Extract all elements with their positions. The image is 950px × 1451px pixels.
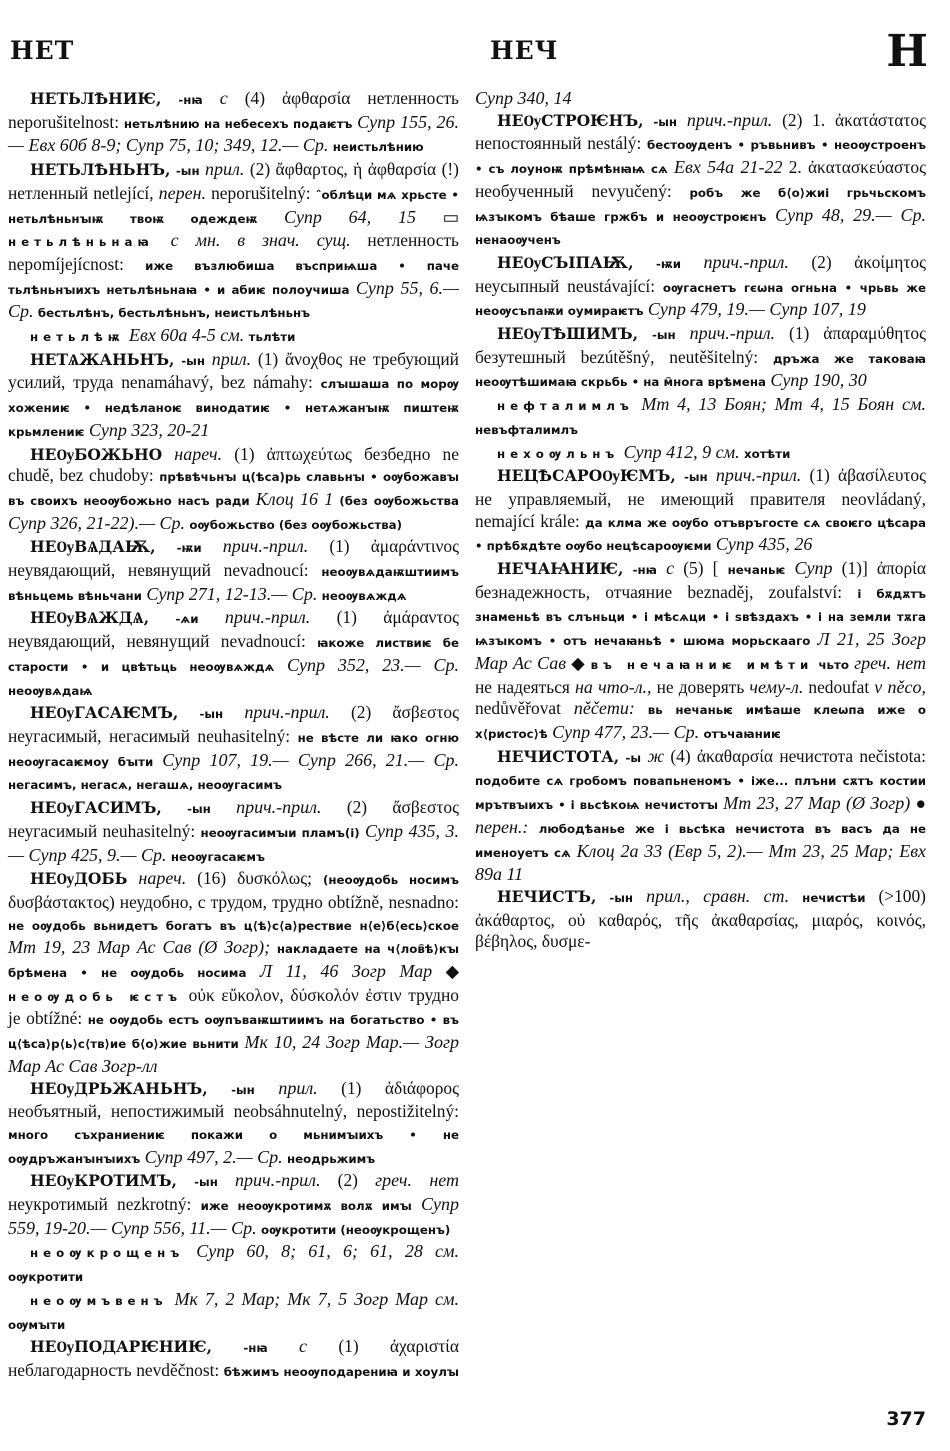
headword: НЕѸДРЬЖАНЬНЪ, [30, 1078, 208, 1098]
citation-text: да клма же оѹбо отъвръгосте сѧ своѥго цѣсара • прѣбѫдѣте оѹбо нецѣсароѹѥми [475, 515, 926, 554]
dictionary-entry [8, 1078, 459, 1171]
reference-text: Супр 55, 6.— Ср. [8, 277, 459, 322]
subentry-word: неоѹдобь ѥстъ [8, 989, 182, 1004]
definition-text: (2) ἄσβεστος неугасимый neuhasitelný: [8, 797, 459, 841]
definition-text: ▭ [442, 206, 459, 227]
definition-text: (4) ἀκαθαρσία нечистота nečistota: [670, 745, 926, 766]
definition-text: (1) ἀπαραμύθητος безутешный bezútěšný, neutěšitelný: [475, 323, 926, 367]
dictionary-entry [475, 886, 926, 953]
citation-text: бестоѹденъ • ръвьнивъ • неоѹстроенъ • съ лоуноѭ прѣмѣнꙗѩ сѧ [475, 138, 926, 177]
citation-text: -нꙗ [632, 563, 657, 578]
definition-text: (1) ἀδιάφορος необъятный, непостижимый neobsáhnutelný, nepostižitelný: [8, 1077, 459, 1122]
reference-text: на что-л., [574, 676, 652, 697]
citation-text: отъчаꙗниѥ [703, 726, 781, 741]
dictionary-entry [475, 323, 926, 394]
dictionary-entry [8, 325, 459, 349]
dictionary-entry [8, 797, 459, 868]
reference-text: Супр 64, 15 [283, 206, 416, 227]
reference-text: ж [647, 745, 665, 766]
dictionary-entry [475, 558, 926, 746]
dictionary-entry [475, 442, 926, 466]
running-head-left: НЕТ [10, 36, 75, 65]
reference-text: с [666, 558, 675, 579]
headword: НЕТЬЛѢНЬНЪ, [30, 160, 171, 180]
definition-text: neporušitelný: [211, 182, 311, 203]
dictionary-entry [475, 394, 926, 441]
subentry-word: нехоѹльнъ [497, 446, 620, 461]
subentry-word: нетьлѣньнаꙗ [8, 235, 154, 250]
reference-text: Супр 326, 21-22).— Ср. [8, 512, 185, 533]
reference-text: Мк 7, 2 Мар; Мк 7, 5 Зогр Мар см. [174, 1288, 459, 1309]
definition-text: не надеяться [475, 676, 570, 697]
citation-text: -ын [609, 890, 634, 905]
headword: НЕѸСЪІПАѬ, [497, 252, 634, 272]
citation-text: -ын [181, 353, 205, 368]
definition-text: (2) ἄφθαρτος, ἡ ἀφθαρσία (!) нетленный netlející, [8, 159, 459, 203]
citation-text: оѹкротити (неоѹкрощенъ) [261, 1222, 451, 1237]
citation-text: иже неоѹкротимѫ волѫ имꙑ [200, 1199, 412, 1214]
definition-text: (1) ἀβασίλευτος не управляемый, не имеющий правителя neovládaný, nemající krále: [475, 465, 926, 531]
citation-text: неодрьжимъ [286, 1151, 376, 1166]
reference-text: нареч. [138, 868, 187, 889]
dictionary-columns [8, 88, 926, 1400]
headword: НЕЧИСТОТА, [497, 746, 620, 766]
dictionary-entry [8, 1289, 459, 1336]
reference-text: Евх 60а 4-5 см. [129, 325, 245, 346]
reference-text: Мт 4, 13 Боян; Мт 4, 15 Боян см. [641, 394, 926, 415]
citation-text: неоѹвѧждѧ [321, 588, 407, 603]
reference-text: Супр 340, 14 [475, 88, 572, 108]
citation-text: не вѣсте ли ꙗко огню неоѹгасаѥмоу бꙑти [8, 730, 459, 769]
definition-text: ◆ [445, 961, 459, 982]
subentry-word: неоѹкрощенъ [30, 1246, 185, 1261]
section-letter: Н [886, 26, 928, 77]
reference-text: něčemu: [573, 698, 635, 719]
subentry-word: въ нечаꙗниѥ имѣти [590, 657, 814, 672]
definition-text: (2) [337, 1170, 358, 1191]
definition-text: (2) ἀκοίμητος неусыпный neustávající: [475, 251, 926, 296]
citation-text: прѣвѣчьнꙑ ц(ѣса)рь славьнꙑ • оѹбожавꙑ въ своихъ неоѹбожьно насъ ради [8, 470, 459, 508]
dictionary-entry [8, 1170, 459, 1241]
citation-text: неоѹвѧдаѭштиимъ вѣньцемь вѣньчани [8, 565, 459, 603]
reference-text: чему-л. [749, 676, 804, 697]
reference-text: Клоц 2а 33 (Евр 5, 2).— Мт 23, 25 Мар; Евх 89а 11 [475, 840, 926, 885]
citation-text: чьто [818, 657, 849, 672]
citation-text: не оѹдобь вьнидетъ богатъ въ ц⟨ѣ⟩с⟨а⟩рествие н⟨е⟩б⟨есь⟩ское [8, 918, 459, 933]
citation-text: накладаете на ч⟨лов҄ѣ⟩кꙑ брѣмена • не оѹдобь носима [8, 942, 459, 981]
headword: НЕЧАꙖНИѤ, [497, 559, 624, 579]
reference-text: прил. [205, 159, 245, 180]
page-number: 377 [886, 1408, 926, 1430]
dictionary-entry [8, 444, 459, 537]
running-head-center: НЕЧ [490, 36, 559, 65]
reference-text: с [219, 88, 228, 108]
reference-text: прич.-прил. [703, 251, 789, 272]
citation-text: (неоѹдобь носимъ [322, 873, 459, 888]
citation-text: неоѹгасимꙑи пламъ(і) [200, 825, 360, 840]
headword: НЕѸВѦЖДѦ, [30, 608, 150, 628]
dictionary-entry [8, 349, 459, 444]
reference-text: греч. нет [375, 1170, 460, 1191]
reference-text: Клоц 16 1 [255, 488, 334, 509]
definition-text: δυσβάστακτος) неудобно, с трудом, трудно obtížně, nesnadno: [8, 891, 459, 912]
definition-text: (2) 1. ἀκατάστατος непостоянный nestálý: [475, 109, 926, 154]
citation-text: неоѹгасаѥмъ [170, 849, 265, 864]
reference-text: Супр 155, 26.— Евх 60б 8-9; Супр 75, 10; 349, 12.— Ср. [8, 111, 459, 156]
subentry-word: нетьлѣѭ [30, 330, 125, 345]
reference-text: Супр 435, 3.— Супр 425, 9.— Ср. [8, 820, 459, 865]
citation-text: иже възлюбиша въсприѩша • паче тьлѣньнꙑихъ нетьлѣньнаꙗ • и абиѥ полоучиша [8, 258, 459, 297]
reference-text: Супр 60, 8; 61, 6; 61, 28 см. [196, 1241, 459, 1262]
definition-text: οὐκ εὔκολον, δύσκολόν ἐστιν трудно je obtížné: [8, 984, 459, 1029]
reference-text: прил., сравн. ст. [646, 885, 790, 906]
reference-text: Супр 497, 2.— Ср. [144, 1146, 283, 1167]
citation-text: -ын [653, 114, 678, 129]
definition-text: ● [915, 793, 927, 814]
dictionary-entry [8, 159, 459, 325]
headword: НЕѸГАСИМЪ, [30, 798, 162, 818]
definition-text: нетленность nepomíjejícnost: [8, 230, 459, 274]
citation-text: -ын [199, 707, 224, 722]
headword: НЕѸВѦДАѬ, [30, 537, 156, 557]
reference-text: Супр 271, 12-13.— Ср. [146, 583, 318, 604]
headword: НЕЧИСТЪ, [497, 886, 597, 906]
definition-text: не доверять [656, 676, 745, 697]
citation-text: нечаньѥ [727, 563, 786, 578]
reference-text: Супр 435, 26 [715, 534, 813, 555]
citation-text: неистьлѣнию [332, 140, 424, 155]
headword: НЕТЬЛѢНИѤ, [30, 89, 162, 108]
dictionary-entry [8, 868, 459, 1077]
reference-text: Мт 23, 27 Мар (Ø Зогр) [723, 793, 911, 814]
reference-text: с мн. в знач. сущ. [170, 230, 351, 251]
reference-text: Супр 190, 30 [770, 370, 867, 391]
citation-text: -ын [194, 1175, 218, 1190]
dictionary-entry [8, 607, 459, 702]
reference-text: прил. [211, 348, 252, 369]
definition-text: (2) ἄσβεστος неугасимый, негасимый neuhasitelný: [8, 702, 459, 746]
dictionary-entry [475, 110, 926, 252]
reference-text: с [299, 1336, 308, 1357]
reference-text: Супр 412, 9 см. [623, 441, 740, 462]
reference-text: греч. нет [854, 652, 926, 673]
subentry-word: нефталимлъ [497, 399, 634, 414]
citation-text: -ын [187, 802, 211, 817]
reference-text: Л 11, 46 Зогр Мар [259, 961, 433, 982]
citation-text: невъфталимлъ [475, 422, 579, 437]
headword: НЕѸКРОТИМЪ, [30, 1171, 177, 1191]
headword: НЕѸДОБЬ [30, 869, 128, 889]
citation-text: -нꙗ [243, 1341, 268, 1356]
citation-text: ненаоѹченъ [475, 233, 561, 248]
reference-text: прич.-прил. [689, 323, 776, 344]
definition-text: (1) ἀχαριστία неблагодарность nevděčnost: [8, 1336, 459, 1380]
definition-text: (1) ἄνοχθος не требующий усилий, труда nenamáhavý, bez námahy: [8, 348, 459, 393]
citation-text: неоѹвѧдаѩ [8, 683, 93, 698]
citation-text: -ѧи [175, 612, 199, 627]
citation-text: (без оѹбожьства [339, 493, 459, 508]
definition-text: (1) ἀπτωχεύτως безбедно ne chudě, bez chudoby: [8, 443, 459, 486]
reference-text: Супр 477, 23.— Ср. [552, 721, 700, 742]
reference-text: Супр 352, 23.— Ср. [287, 654, 459, 675]
citation-text: не оѹдобь естъ оѹпъваѭштиимъ на богатьство • въ ц⟨ѣса⟩р⟨ь⟩с⟨тв⟩ие б⟨о⟩жие вьнити [8, 1013, 459, 1052]
definition-text: неукротимый nezkrotný: [8, 1194, 192, 1215]
citation-text: -ы [625, 750, 642, 765]
citation-text: -ын [683, 470, 708, 485]
reference-text: v něco, [874, 676, 926, 697]
reference-text: Мк 10, 24 Зогр Мар.— Зогр Мар Ас Сав Зогр-лл [8, 1032, 459, 1076]
reference-text: Мт 19, 23 Мар Ас Сав (Ø Зогр); [8, 937, 271, 958]
citation-text: -ын [651, 328, 676, 343]
citation-text: оѹгаснетъ гєѡна огньна • чрьвь же неоѹсъпаѭи оумираѥтъ [475, 280, 926, 319]
definition-text: (4) ἀφθαρσία нетленность neporušitelnost: [8, 88, 459, 132]
citation-text: оѹмꙑти [8, 1317, 66, 1332]
citation-text: негасимъ, негасѧ, негашѧ, неоѹгасимъ [8, 778, 282, 793]
definition-text: (1) ἀμαράντινος неувядающий, невянущий nevadnoucí: [8, 536, 459, 581]
headword: НЕѸГАСАѤМЪ, [30, 703, 179, 723]
reference-text: прич.-прил. [236, 797, 322, 818]
definition-text: (1)] ἀπορία безнадежность, отчаяние beznaděj, zoufalství: [475, 558, 926, 602]
citation-text: бестьлѣнъ, бестьлѣньнъ, неистьлѣньнъ [37, 306, 311, 321]
citation-text: -ын [231, 1082, 255, 1097]
dictionary-entry [8, 702, 459, 797]
citation-text: дръжа же таковаꙗ неоѹтѣшимаꙗ скрьбь • на м҄нога врѣмена [475, 351, 926, 390]
dictionary-entry [8, 88, 459, 159]
dictionary-entry [8, 1241, 459, 1288]
definition-text: (1) ἀμάραντος неувядающий, невянущий nevadnoucí: [8, 607, 459, 652]
definition-text: (5) [ [683, 558, 719, 579]
citation-text: -ѭи [655, 256, 681, 271]
definition-text: ◆ [571, 652, 586, 673]
citation-text: оѹкротити [8, 1270, 84, 1285]
citation-text: -ын [175, 164, 200, 179]
citation-text: вь нечаньѥ имѣаше клеѡпа иже о х⟨ристос⟩ѣ [475, 703, 926, 741]
definition-text: (16) δυσκόλως; [197, 868, 312, 889]
subentry-word: неоѹмъвенъ [30, 1293, 168, 1308]
citation-text: оѹбожьство (без оѹбожьства) [189, 517, 403, 532]
dictionary-entry [475, 465, 926, 558]
reference-text: прил. [278, 1077, 318, 1098]
reference-text: нареч. [174, 443, 223, 464]
reference-text: Супр 559, 19-20.— Супр 556, 11.— Ср. [8, 1194, 459, 1238]
headword: НЕѸТѢШИМЪ, [497, 324, 638, 344]
reference-text: перен. [158, 182, 207, 203]
dictionary-entry [8, 536, 459, 607]
reference-text: Супр 107, 19.— Супр 266, 21.— Ср. [162, 749, 459, 770]
headword: НЕѸБОЖЬНО [30, 444, 163, 464]
citation-text: і бѫдѫтъ знаменьѣ въ слъньци • і мѣсѧци • і ѕвѣздахъ • і на земли тѫга ѩзꙑкомъ • отъ нечаꙗньѣ • шюма морьскааго [475, 586, 926, 649]
dictionary-entry [475, 252, 926, 323]
reference-text: прич.-прил. [235, 1170, 321, 1191]
reference-text: прич.-прил. [244, 702, 330, 723]
reference-text: прич.-прил. [686, 109, 773, 130]
reference-text: прич.-прил. [222, 536, 309, 557]
citation-text: тьлѣти [248, 330, 296, 345]
citation-text: много съхраниениѥ покажи о мьнимꙑихъ • не оѹдръжанꙑнꙑихъ [8, 1127, 459, 1166]
reference-text: Л 21, 25 Зогр Мар Ас Сав [475, 629, 926, 673]
citation-text: -нꙗ [178, 93, 203, 107]
reference-text: перен.: [475, 816, 529, 837]
definition-text: 2. ἀκατασκεύαστος необученный nevyučený: [475, 157, 926, 201]
headword: НЕТѦЖАНЬНЪ, [30, 349, 175, 369]
citation-text: хотѣти [744, 446, 791, 461]
reference-text: Супр [794, 558, 833, 579]
citation-text: нечистѣи [802, 890, 866, 905]
citation-text: нетьлѣнию на небесехъ подаѥтъ [123, 116, 353, 131]
definition-text: nedůvěřovat [475, 698, 561, 719]
reference-text: прич.-прил. [224, 607, 311, 628]
citation-text: любодѣанье же і вьсѣка нечистота въ васъ да не именоуетъ сѧ [475, 821, 926, 860]
reference-text: прич.-прил. [715, 465, 802, 486]
dictionary-entry [475, 746, 926, 886]
citation-text: подобите сѧ гробомъ повапьненомъ • іже... плъни сѫтъ костии мрътвꙑихъ • і вьсѣкоѩ нечистотꙑ [475, 774, 926, 813]
reference-text: Супр 479, 19.— Супр 107, 19 [647, 299, 866, 320]
headword: НЕѸПОДАРѤНИѤ, [30, 1337, 213, 1357]
headword: НЕЦѢСАРОѸѤМЪ, [497, 466, 676, 486]
citation-text: -ѭи [176, 541, 202, 556]
reference-text: Супр 48, 29.— Ср. [775, 204, 926, 225]
citation-text: бѣжимъ неоѹподарениꙗ и хоулꙑ [223, 1364, 459, 1379]
definition-text: (>100) ἀκάθαρτος, οὐ καθαρός, τῆς ἀκαθαρσίας, μιαρός, κοινός, βέβηλος, δυσμε- [475, 885, 926, 952]
citation-text: слꙑшаша по морѹ хожениѥ • недѣланоѥ винодатиѥ • нетѧжанꙑѭ пиштеѭ крьмлениѥ [8, 377, 460, 439]
citation-text: ˆоблѣци мѧ хрьсте • нетьлѣньнꙑѭ твоѭ одеждеѭ [8, 187, 459, 226]
headword: НЕѸСТРОѤНЪ, [497, 110, 644, 130]
citation-text: робъ же б⟨о⟩жиі грьчьскомъ ѩзꙑкомъ бѣаше гржбъ и неоѹстроѥнъ [475, 185, 927, 224]
reference-text: Супр 323, 20-21 [88, 419, 210, 440]
reference-text: Евх 54а 21-22 [674, 157, 783, 178]
citation-text: ꙗкоже листвиѥ бе старости • и цвѣтьць неоѹвѧждѧ [8, 636, 459, 674]
definition-text: nedoufat [808, 676, 870, 697]
